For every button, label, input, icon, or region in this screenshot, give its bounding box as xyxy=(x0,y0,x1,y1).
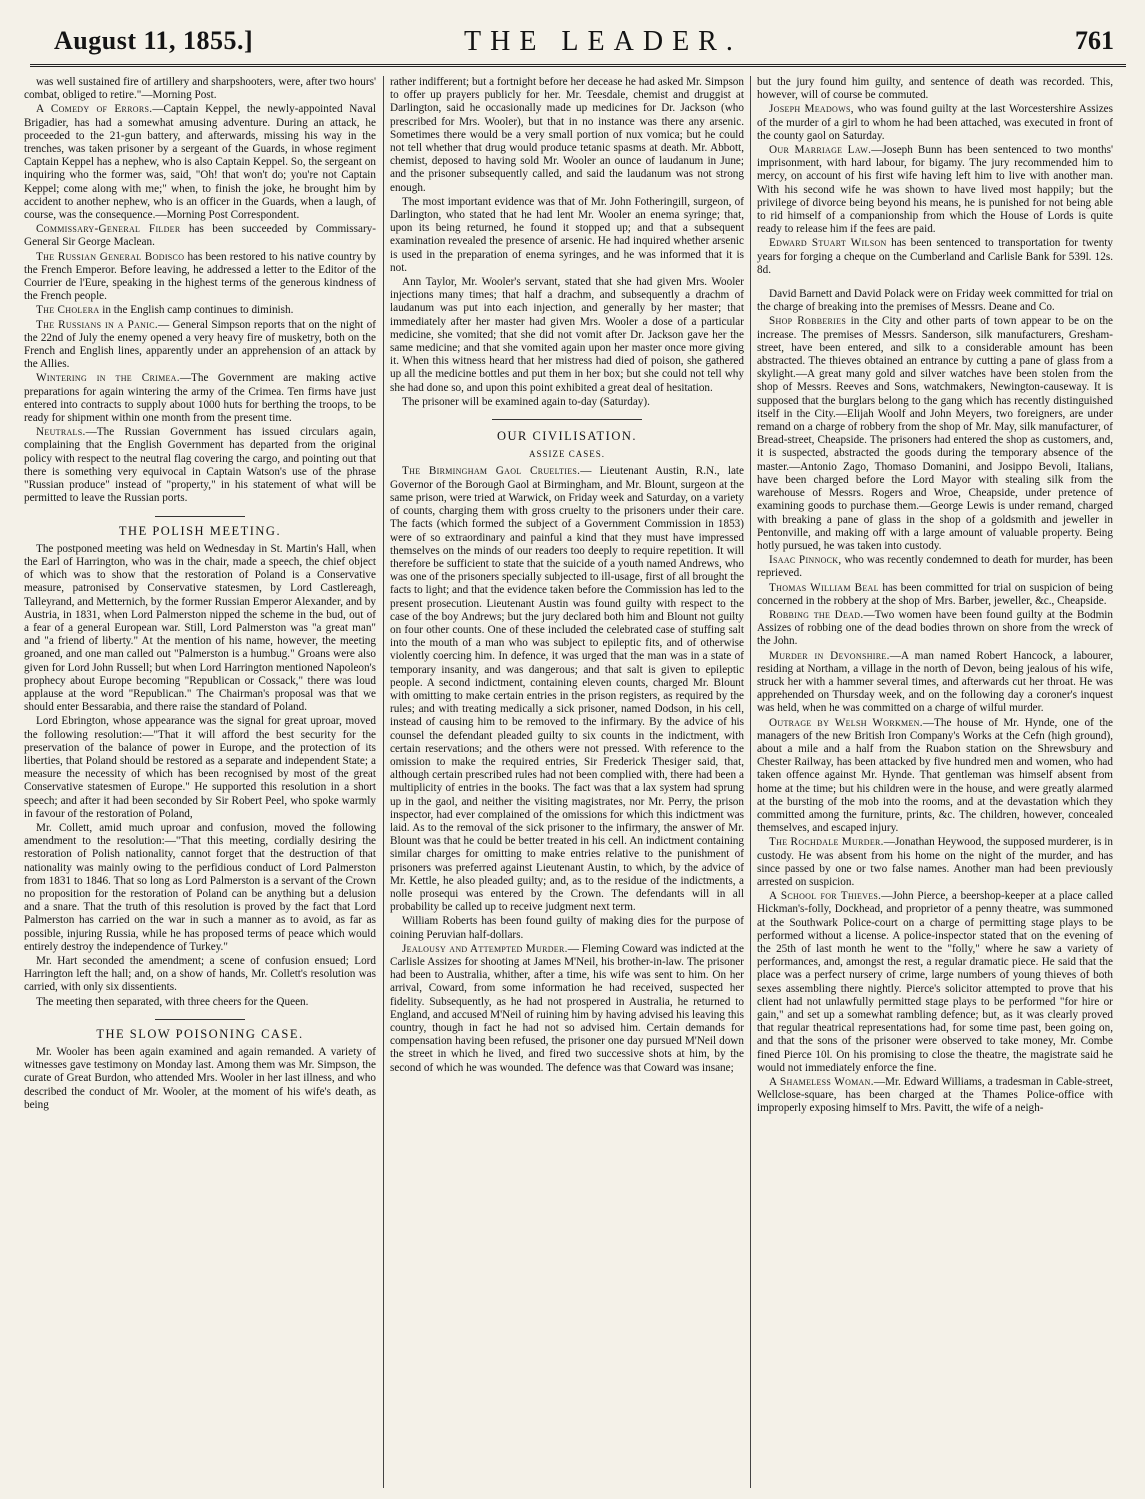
article-lead: A Comedy of Errors. xyxy=(36,103,153,116)
column-3 xyxy=(757,76,1113,1494)
article-lead: Robbing the Dead. xyxy=(769,608,864,621)
article-paragraph: Outrage by Welsh Workmen.—The house of Mr. Hynde, one of the managers of the new British Iron Company's Works at the Cefn (high ground), about a mile and a half from the Ruabon station on the Shrewsbury and Chester Railway, has been attacked by five hundred men and women, who had taken offence against Mr. Hynde. That gentleman was himself absent from home at the time; but his children were in the house, and were greatly alarmed at the bursting of the mob into the rooms, and at the devastation which they committed among the furniture, prints, &c. The children, however, concealed themselves, and escaped injury. xyxy=(757,716,1113,835)
article-paragraph: The Cholera in the English camp continues to diminish. xyxy=(36,304,294,317)
article-lead: The Russian General Bodisco xyxy=(36,250,185,263)
column-rule-1 xyxy=(383,76,384,1488)
article-paragraph: A School for Thieves.—John Pierce, a beershop-keeper at a place called Hickman's-folly, Dockhead, and proprietor of a penny theatre, was summoned at the Southwark Police-court on a charge of permitting stage plays to be performed without a license. A police-inspector stated that on the evening of the 25th of last month he went to the "folly," where he saw a variety of performances, and, amongst the rest, a regular dramatic piece. He said that the place was a perfect nursery of crime, large numbers of young thieves of both sexes assembling there nightly. Pierce's solicitor attempted to prove that his client had not unlawfully permitted stage plays to be performed "for hire or gain," and set up a somewhat rambling defence; but, as it was clearly proved that regular theatrical representations had, for some time past, been going on, and that the sons of the prisoner were observed to take money, Mr. Combe fined Pierce 10l. On his promising to close the theatre, the magistrate said he would not immediately enforce the fine. xyxy=(757,890,1113,1074)
article-lead: Murder in Devonshire. xyxy=(769,649,890,662)
article-paragraph: Wintering in the Crimea.—The Government are making active preparations for again wintering the army of the Crimea. Ten firms have just entered into contracts to supply about 1000 huts for berthing the troops, to be ready for shipment within one month from the present time. xyxy=(24,372,376,425)
article-paragraph: Edward Stuart Wilson has been sentenced to transportation for twenty years for forging a cheque on the Cumberland and Carlisle Bank for 539l. 12s. 8d. xyxy=(757,237,1113,276)
section-heading: OUR CIVILISATION. xyxy=(496,429,638,444)
article-paragraph: The most important evidence was that of Mr. John Fotheringill, surgeon, of Darlington, who stated that he had lent Mr. Wooler an enema syringe; that, upon its being returned, he found it stopped up; and that a subsequent examination revealed the presence of arsenic. He had inquired whether arsenic is used in the preparation of enema syringes, and he was informed that it is not. xyxy=(390,195,744,274)
column-rule-2 xyxy=(750,76,751,1488)
article-paragraph: Mr. Hart seconded the amendment; a scene of confusion ensued; Lord Harrington left the hall; and, on a show of hands, Mr. Collett's resolution was carried, with only six dissentients. xyxy=(24,955,376,994)
article-paragraph: Joseph Meadows, who was found guilty at the last Worcestershire Assizes of the murder of a girl to whom he had been attached, was executed in front of the county gaol on Saturday. xyxy=(757,103,1113,142)
article-paragraph: Isaac Pinnock, who was recently condemned to death for murder, has been reprieved. xyxy=(757,554,1113,580)
masthead-rule xyxy=(30,64,1126,67)
article-lead: Neutrals. xyxy=(36,426,86,439)
issue-date: August 11, 1855.] xyxy=(54,26,254,55)
article-lead: Joseph Meadows, xyxy=(769,103,854,116)
section-divider xyxy=(155,516,245,517)
article-paragraph: William Roberts has been found guilty of making dies for the purpose of coining Peruvian half-dollars. xyxy=(390,915,744,941)
spacer xyxy=(757,278,1113,288)
article-lead: Commissary-General Filder xyxy=(36,223,181,236)
article-paragraph: but the jury found him guilty, and sentence of death was recorded. This, however, will of course be commuted. xyxy=(757,76,1113,102)
page-number: 761 xyxy=(1075,26,1114,55)
section-divider xyxy=(155,1019,245,1020)
article-lead: Our Marriage Law. xyxy=(769,144,872,157)
article-lead: Jealousy and Attempted Murder. xyxy=(402,942,568,955)
article-paragraph: A Shameless Woman.—Mr. Edward Williams, a tradesman in Cable-street, Wellclose-square, has been charged at the Thames Police-office with improperly exposing himself to Mrs. Pavitt, the wife of a neigh- xyxy=(757,1076,1113,1115)
section-divider xyxy=(492,419,642,420)
masthead xyxy=(14,6,1134,64)
article-paragraph: The Birmingham Gaol Cruelties.— Lieutenant Austin, R.N., late Governor of the Borough Gaol at Birmingham, and Mr. Blount, surgeon at the same prison, were tried at Warwick, on Friday week and Saturday, on a variety of counts, charging them with gross cruelty to the prisoners under their care. The facts (which formed the subject of a Government Commission in 1853) were of so extraordinary and painful a kind that they must have impressed themselves on the minds of our readers too deeply to require repetition. It will therefore be sufficient to state that the suicide of a youth named Andrews, who was one of the prisoners specially subjected to ill-usage, first of all brought the facts to light; and that the evidence taken before the Commission has led to the present prosecution. Lieutenant Austin was found guilty with respect to the case of the boy Andrews; but the jury declared both him and Blount not guilty on four other counts. One of these included the celebrated case of stuffing salt into the mouth of a man who was subject to epileptic fits, and of otherwise violently coercing him. In defence, it was urged that the man was in a state of temporary insanity, and was dangerous; and that salt is given to epileptic people. A second indictment, containing eleven counts, charged Mr. Blount with omitting to make certain entries in the prison registers, as required by the rules; and with treating medically a sick prisoner, named Dodson, in his cell, instead of causing him to be removed to the infirmary. By the advice of his counsel the defendant pleaded guilty to six counts in the indictment, with certain reservations; and the others were not pressed. With reference to the omission to make the required entries, Sir Frederick Thesiger said, that, although certain prescribed rules had not been complied with, there had been a multiplicity of entries in the books. The fact was that a lax system had sprung up in the gaol, and neither the visiting magistrates, nor Mr. Perry, the prison inspector, had ever complained of the omissions for which this indictment was laid. As to the removal of the sick prisoner to the infirmary, the answer of Mr. Blount was that he could be better treated in his cell. An indictment containing similar charges for omitting to make entries relative to the punishment of prisoners was preferred against Lieutenant Austin, to which, by the advice of Mr. Kettle, he also pleaded guilty; and, as to the residue of the indictments, a nolle prosequi was entered by the Crown. The defendants will in all probability be called up to receive judgment next term. xyxy=(390,465,744,914)
article-paragraph: rather indifferent; but a fortnight before her decease he had asked Mr. Simpson to offer up prayers publicly for her. Mr. Teesdale, chemist and druggist at Darlington, said he occasionally made up medicines for Dr. Jackson (who prescribed for Mrs. Wooler), but that in no instance was there any arsenic. Sometimes there would be a very small portion of nux vomica; but he could not tell whether that drug would produce tetanic spasms at death. Mr. Abbott, chemist, deposed to having sold Mr. Wooler an ounce of laudanum in June; and the prisoner subsequently called, and said the laudanum was not strong enough. xyxy=(390,76,744,194)
article-paragraph: A Comedy of Errors.—Captain Keppel, the newly-appointed Naval Brigadier, has had a somewhat amusing adventure. During an attack, he proceeded to the 21-gun battery, and afterwards, missing his way in the trenches, was taken prisoner by a sergeant of the Guards, in whose regiment Captain Keppel has a nephew, who is also Captain Keppel. So, the sergeant on inquiring who the former was, said, "Oh! that won't do; you're not Captain Keppel; come along with me;" when, to finish the joke, he brought him by accident to another nephew, who is an officer in the Guards, when a laugh, of course, was the consequence.—Morning Post Correspondent. xyxy=(24,103,376,222)
article-paragraph: Ann Taylor, Mr. Wooler's servant, stated that she had given Mrs. Wooler injections many times; that half a drachm, and subsequently a drachm of laudanum was put into each injection, and generally by her master; that immediately after her master had given Mrs. Wooler a dose of a particular medicine, she vomited; that she did not vomit after Dr. Jackson gave her the same medicine; and that she vomited again upon her master once more giving it. When this witness heard that her mistress had died of poison, she gathered up all the medicine bottles and put them in her box; but she could not tell why she had done so, and upon this point exhibited a great deal of hesitation. xyxy=(390,276,744,394)
article-paragraph: The Rochdale Murder.—Jonathan Heywood, the supposed murderer, is in custody. He was absent from his home on the night of the murder, and has since passed by one or two false names. Another man had been previously arrested on suspicion. xyxy=(757,836,1113,888)
article-lead: The Birmingham Gaol Cruelties. xyxy=(402,465,581,478)
article-lead: Isaac Pinnock, xyxy=(769,554,842,567)
column-2 xyxy=(390,76,744,1494)
article-paragraph: Mr. Wooler has been again examined and again remanded. A variety of witnesses gave testimony on Monday last. Among them was Mr. Simpson, the curate of Great Burdon, who attended Mrs. Wooler in her last illness, and who described the conduct of Mr. Wooler, at the moment of his wife's death, as being xyxy=(24,1046,376,1111)
section-heading: THE POLISH MEETING. xyxy=(118,523,282,538)
article-paragraph: Robbing the Dead.—Two women have been found guilty at the Bodmin Assizes of robbing one of the dead bodies thrown on shore from the wreck of the John. xyxy=(757,608,1113,648)
article-lead: A School for Thieves. xyxy=(769,890,882,903)
article-paragraph: The Russians in a Panic.— General Simpson reports that on the night of the 22nd of July the enemy opened a very heavy fire of musketry, both on the French and English lines, apparently under an apprehension of an attack by the Allies. xyxy=(24,318,376,371)
section-heading: THE SLOW POISONING CASE. xyxy=(96,1026,304,1041)
article-lead: A Shameless Woman. xyxy=(769,1076,874,1089)
article-paragraph: David Barnett and David Polack were on Friday week committed for trial on the charge of breaking into the premises of Messrs. Deane and Co. xyxy=(757,288,1113,314)
article-lead: Shop Robberies xyxy=(769,315,847,328)
article-paragraph: The postponed meeting was held on Wednesday in St. Martin's Hall, when the Earl of Harrington, who was in the chair, made a speech, the chief object of which was to show that the restoration of Poland is a Conservative measure, patronised by Conservative statesmen, by Lord Castlereagh, Talleyrand, and Metternich, by the former Russian Emperor Alexander, and by Austria, in 1831, when Lord Palmerston nipped the scheme in the bud, out of a fear of a general European war. Still, Lord Palmerston was "a great man" and "a friend of liberty." At the mention of his name, however, the meeting groaned, and one man called out "Palmerston is a humbug." Groans were also given for Lord John Russell; but when Lord Harrington mentioned Napoleon's prophecy about Europe becoming "Republican or Cossack," there was loud applause at the word "Republican." The Chairman's proposal was that we should enter Bessarabia, and there raise the standard of Poland. xyxy=(24,542,376,714)
article-paragraph: Lord Ebrington, whose appearance was the signal for great uproar, moved the following resolution:—"That it will afford the best security for the preservation of the balance of power in Europe, and the protection of its liberties, that Poland should be restored as a separate and independent State; a measure the necessity of which has been recognised by most of the great Conservative statesmen of Europe." He supported this resolution in a short speech; and after it had been seconded by Sir Robert Peel, who spoke warmly in favour of the restoration of Poland, xyxy=(24,715,376,820)
article-lead: The Cholera xyxy=(36,304,100,317)
article-paragraph: The meeting then separated, with three cheers for the Queen. xyxy=(36,995,309,1008)
article-paragraph: Thomas William Beal has been committed for trial on suspicion of being concerned in the robbery at the shop of Mrs. Barber, jeweller, &c., Cheapside. xyxy=(757,581,1113,607)
article-lead: Edward Stuart Wilson xyxy=(769,237,887,250)
article-paragraph: Murder in Devonshire.—A man named Robert Hancock, a labourer, residing at Northam, a village in the north of Devon, being jealous of his wife, struck her with a hammer several times, and afterwards cut her throat. He was apprehended on Thursday week, and on the following day a coroner's inquest was held, when he was committed on a charge of wilful murder. xyxy=(757,649,1113,715)
article-paragraph: The Russian General Bodisco has been restored to his native country by the French Emperor. Before leaving, he addressed a letter to the Editor of the Courrier de l'Eure, speaking in the highest terms of the generous kindness of the French people. xyxy=(24,250,376,303)
article-paragraph: Shop Robberies in the City and other parts of town appear to be on the increase. The premises of Messrs. Sanderson, silk manufacturers, Gresham-street, have been entered, and silk to a considerable amount has been abstracted. The thieves obtained an entrance by cutting a pane of glass from a skylight.—A great many gold and silver watches have been stolen from the shop of Messrs. Reeves and Sons, watchmakers, Newington-causeway. It is supposed that the burglars belong to the gang which has recently distinguished itself in the City.—Elijah Woolf and John Meyers, two foreigners, are under remand on a charge of robbery from the shop of Mr. May, silk manufacturer, of Bread-street, Cheapside. The prisoners had entered the shop as customers, and, it is suspected, abstracted the goods during the temporary absence of the master.—Antonio Zago, Thomaso Domanini, and Josippo Bevoli, Italians, have been charged before the Lord Mayor with stealing silk from the warehouse of Messrs. Rogers and Wroe, Cheapside, under pretence of examining goods to purchase them.—George Lewis is under remand, charged with breaking a pane of glass in the shop of a goldsmith and jeweller in Pentonville, and making off with a large amount of valuable property. Being hotly pursued, he was taken into custody. xyxy=(757,315,1113,552)
article-paragraph: Mr. Collett, amid much uproar and confusion, moved the following amendment to the resolution:—"That this meeting, cordially desiring the restoration of Polish nationality, cannot forget that the destruction of that nationality was mainly owing to the perfidious conduct of Lord Palmerston from 1831 to 1846. That so long as Lord Palmerston is a servant of the Crown no proposition for the restoration of Poland can be anything but a delusion and a snare. That the truth of this resolution is proved by the fact that Lord Palmerston has carried on the war in such a manner as to avoid, as far as possible, injuring Russia, while he has proposed terms of peace which would entirely destroy the independence of Turkey." xyxy=(24,821,376,953)
article-paragraph: Our Marriage Law.—Joseph Bunn has been sentenced to two months' imprisonment, with hard labour, for bigamy. The jury recommended him to mercy, on account of his first wife having left him to live with another man. With his second wife he was shown to have lived most happily; but the privilege of divorce being beyond his means, he is punished for not being able to rid himself of a companionship from which the House of Lords is quite ready to release him if the fees are paid. xyxy=(757,144,1113,236)
article-lead: The Russians in a Panic. xyxy=(36,318,158,331)
article-paragraph: Commissary-General Filder has been succeeded by Commissary-General Sir George Maclean. xyxy=(24,223,376,249)
article-paragraph: The prisoner will be examined again to-day (Saturday). xyxy=(402,395,650,408)
section-subheading: ASSIZE CASES. xyxy=(528,449,605,460)
article-paragraph: was well sustained fire of artillery and sharpshooters, were, after two hours' combat, obliged to retire."—Morning Post. xyxy=(24,76,376,102)
newspaper-title: THE LEADER. xyxy=(464,26,742,57)
column-1 xyxy=(24,76,376,1494)
article-paragraph: Jealousy and Attempted Murder.— Fleming Coward was indicted at the Carlisle Assizes for shooting at James M'Neil, his brother-in-law. The prisoner had been to Australia, whither, after a time, his wife was sent to him. On her arrival, Coward, from some information he had received, suspected her fidelity. Subsequently, as he had not prospered in Australia, he returned to England, and accused M'Neil of ruining him by having advised his leaving this country, though in fact he had not so advised him. Certain demands for compensation having been refused, the prisoner one day pursued M'Neil down the street in which he lived, and fired two successive shots at him, by the second of which he was wounded. The defence was that Coward was insane; xyxy=(390,942,744,1074)
article-lead: Wintering in the Crimea. xyxy=(36,372,180,385)
article-paragraph: Neutrals.—The Russian Government has issued circulars again, complaining that the English Government has departed from the original policy with respect to the neutral flag covering the cargo, and pointing out that there is something very equivocal in Captain Watson's use of the phrase "Russian produce" instead of "property," in his statement of what will be permitted to leave the Russian ports. xyxy=(24,426,376,505)
article-lead: Thomas William Beal xyxy=(769,581,879,594)
article-lead: The Rochdale Murder. xyxy=(769,836,884,849)
article-lead: Outrage by Welsh Workmen. xyxy=(769,716,923,729)
